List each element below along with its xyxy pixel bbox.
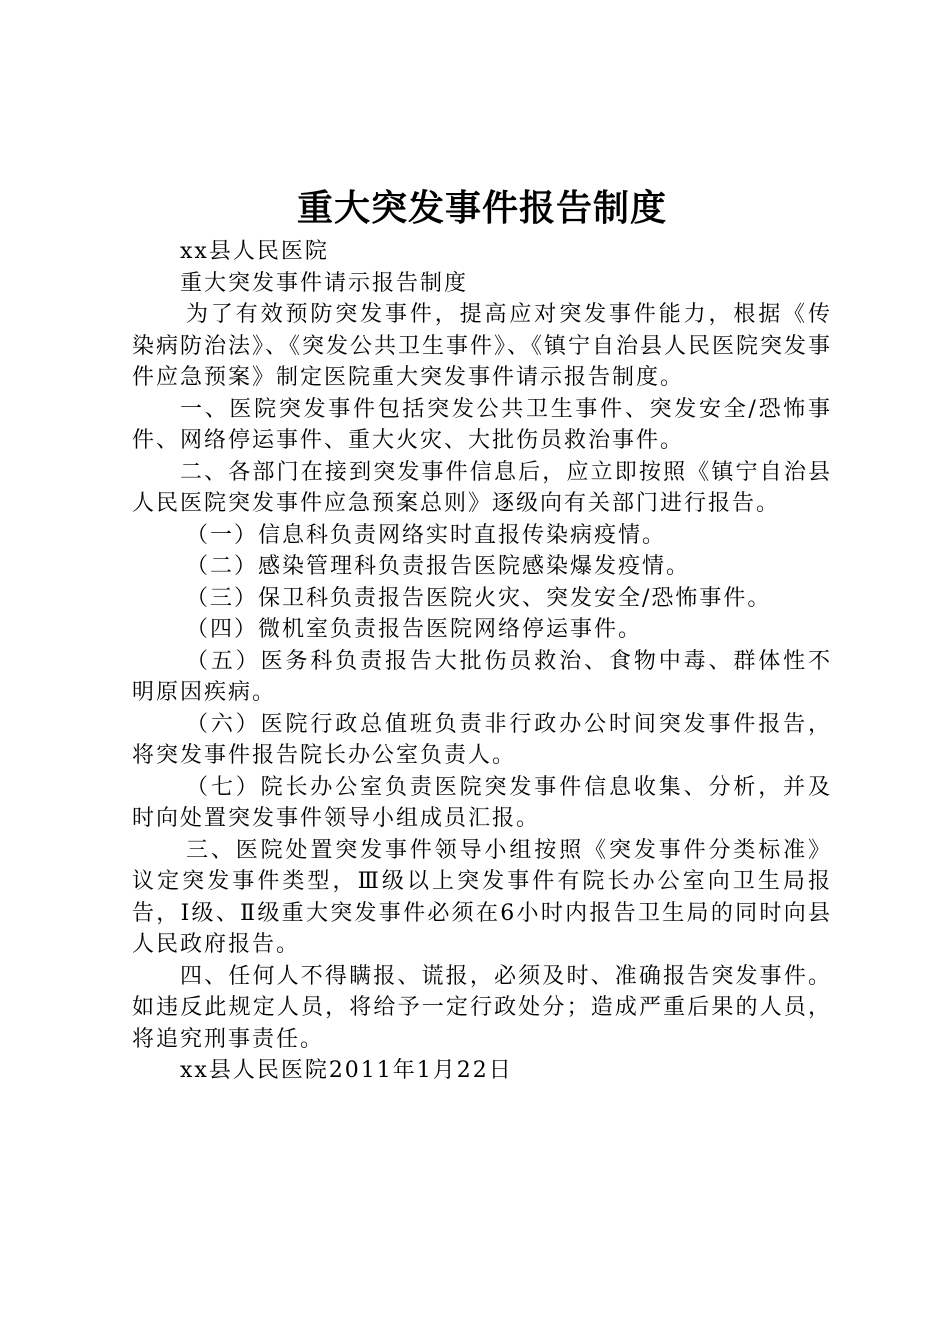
item-seven: （七）院长办公室负责医院突发事件信息收集、分析，并及时向处置突发事件领导小组成员汇报。 <box>132 774 832 831</box>
item-five: （五）医务科负责报告大批伤员救治、食物中毒、群体性不明原因疾病。 <box>132 648 832 705</box>
item-two: （二）感染管理科负责报告医院感染爆发疫情。 <box>186 554 691 579</box>
document-title: 重大突发事件报告制度 <box>296 187 667 229</box>
item-one: （一）信息科负责网络实时直报传染病疫情。 <box>186 522 667 548</box>
section-two: 二、各部门在接到突发事件信息后，应立即按照《镇宁自治县人民医院突发事件应急预案总则》逐级向有关部门进行报告。 <box>132 459 832 516</box>
intro-paragraph: 为了有效预防突发事件，提高应对突发事件能力，根据《传染病防治法》、《突发公共卫生事件》、《镇宁自治县人民医院突发事件应急预案》制定医院重大突发事件请示报告制度。 <box>132 302 833 390</box>
signature-date: xx县人民医院2011年1月22日 <box>180 1058 513 1083</box>
section-three: 三、医院处置突发事件领导小组按照《突发事件分类标准》议定突发事件类型，Ⅲ级以上突发事件有院长办公室向卫生局报告，Ⅰ级、Ⅱ级重大突发事件必须在6小时内报告卫生局的同时向县人民政府报告。 <box>132 837 832 957</box>
section-one: 一、医院突发事件包括突发公共卫生事件、突发安全/恐怖事件、网络停运事件、重大火灾、大批伤员救治事件。 <box>132 396 832 453</box>
subtitle: 重大突发事件请示报告制度 <box>180 270 469 296</box>
hospital-name: xx县人民医院 <box>180 239 329 264</box>
item-three: （三）保卫科负责报告医院火灾、突发安全/恐怖事件。 <box>186 585 772 611</box>
document-page <box>132 180 832 1087</box>
item-four: （四）微机室负责报告医院网络停运事件。 <box>186 617 643 642</box>
item-six: （六）医院行政总值班负责非行政办公时间突发事件报告，将突发事件报告院长办公室负责人。 <box>132 711 832 768</box>
section-four: 四、任何人不得瞒报、谎报，必须及时、准确报告突发事件。如违反此规定人员，将给予一定行政处分；造成严重后果的人员，将追究刑事责任。 <box>132 963 832 1052</box>
